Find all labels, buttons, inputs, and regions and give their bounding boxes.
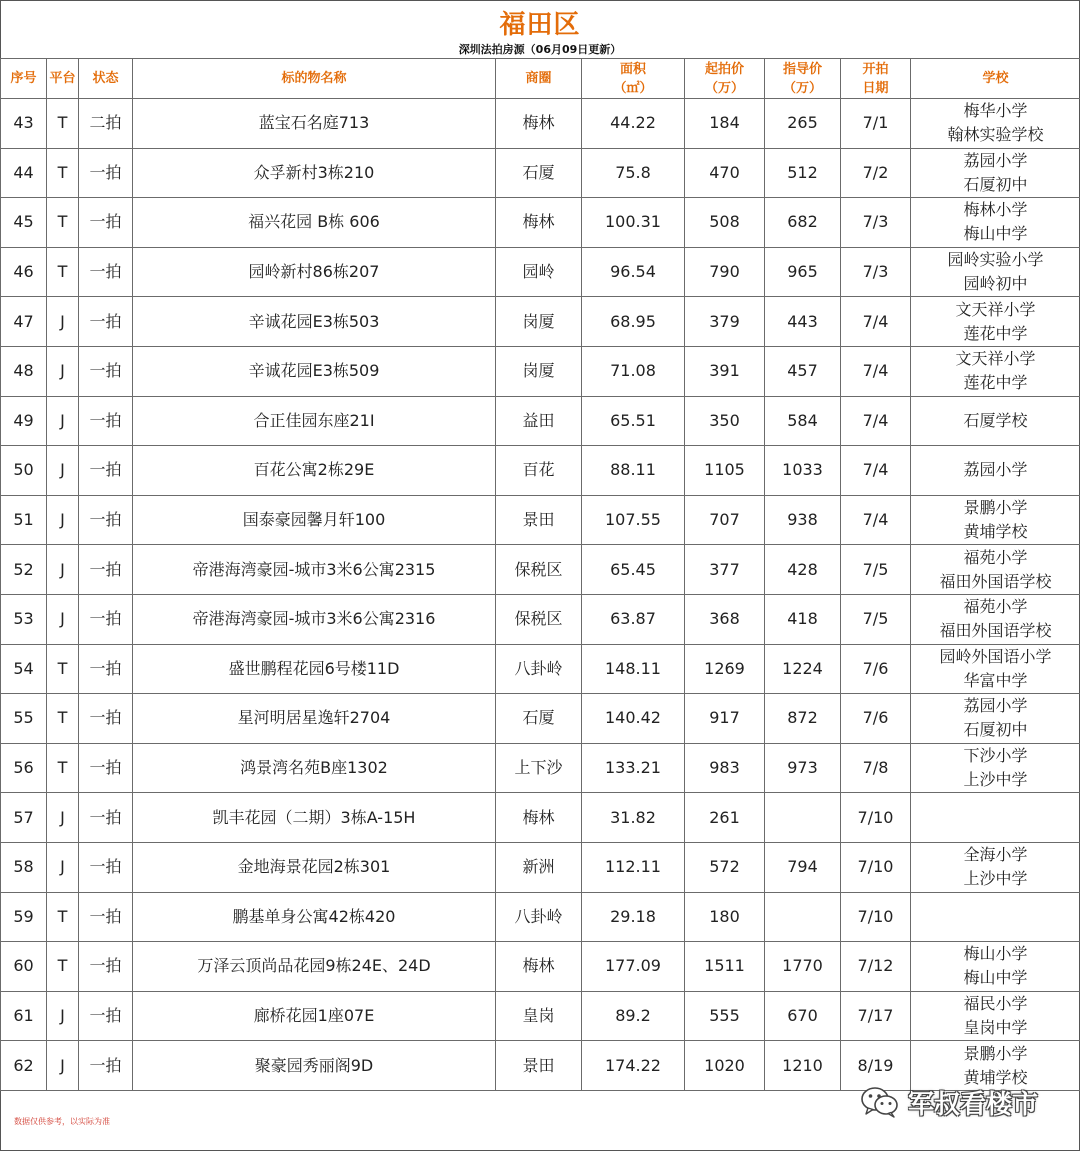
cell-school (911, 644, 1080, 694)
cell-auction-date: 7/4 (841, 446, 911, 496)
cell-property-name: 帝港海湾豪园-城市3米6公寓2315 (133, 545, 496, 595)
cell-start-price: 184 (685, 99, 765, 149)
school-name: 福民小学 (963, 993, 1028, 1013)
cell-auction-date: 7/10 (841, 793, 911, 843)
header-start-price-line1: 起拍价 (704, 61, 744, 77)
cell-district: 保税区 (496, 594, 582, 644)
table-row (1, 396, 1080, 446)
cell-platform: T (47, 198, 79, 248)
cell-school (911, 247, 1080, 297)
cell-status: 一拍 (79, 545, 133, 595)
cell-guide-price: 794 (765, 842, 841, 892)
cell-school (911, 446, 1080, 496)
school-name: 园岭初中 (963, 274, 1028, 294)
cell-guide-price: 872 (765, 694, 841, 744)
cell-school (911, 793, 1080, 843)
cell-platform: T (47, 694, 79, 744)
school-name: 荔园小学 (963, 696, 1028, 716)
cell-guide-price: 965 (765, 247, 841, 297)
table-header-row (1, 59, 1080, 99)
cell-property-name: 聚豪园秀丽阁9D (133, 1041, 496, 1091)
cell-area: 148.11 (582, 644, 685, 694)
cell-platform: J (47, 446, 79, 496)
cell-status: 一拍 (79, 148, 133, 198)
cell-seq: 55 (1, 694, 47, 744)
header-district: 商圈 (496, 59, 582, 99)
cell-platform: J (47, 842, 79, 892)
cell-seq: 57 (1, 793, 47, 843)
school-name: 园岭外国语小学 (939, 646, 1052, 666)
cell-auction-date: 7/8 (841, 743, 911, 793)
header-area-line1: 面积 (619, 61, 646, 77)
cell-area: 65.51 (582, 396, 685, 446)
cell-start-price: 180 (685, 892, 765, 942)
cell-property-name: 辛诚花园E3栋509 (133, 346, 496, 396)
cell-seq: 48 (1, 346, 47, 396)
cell-status: 一拍 (79, 793, 133, 843)
cell-district: 梅林 (496, 942, 582, 992)
cell-area: 65.45 (582, 545, 685, 595)
header-date (841, 59, 911, 99)
cell-start-price: 1020 (685, 1041, 765, 1091)
cell-auction-date: 7/6 (841, 694, 911, 744)
school-name: 莲花中学 (963, 323, 1028, 343)
table-row (1, 148, 1080, 198)
cell-guide-price: 1033 (765, 446, 841, 496)
school-name: 石厦初中 (963, 174, 1028, 194)
cell-district: 石厦 (496, 148, 582, 198)
cell-property-name: 国泰豪园馨月轩100 (133, 495, 496, 545)
cell-seq: 51 (1, 495, 47, 545)
cell-auction-date: 7/2 (841, 148, 911, 198)
cell-seq: 53 (1, 594, 47, 644)
header-date-line2: 日期 (862, 80, 889, 96)
header-status: 状态 (79, 59, 133, 99)
cell-area: 100.31 (582, 198, 685, 248)
school-name: 皇岗中学 (963, 1017, 1028, 1037)
wechat-icon (860, 1085, 900, 1119)
table-row (1, 793, 1080, 843)
school-name: 梅林小学 (963, 200, 1028, 220)
cell-auction-date: 7/5 (841, 594, 911, 644)
cell-school (911, 545, 1080, 595)
cell-district: 岗厦 (496, 297, 582, 347)
cell-status: 二拍 (79, 99, 133, 149)
cell-area: 107.55 (582, 495, 685, 545)
table-row (1, 346, 1080, 396)
table-row (1, 694, 1080, 744)
listing-table (0, 58, 1080, 1091)
cell-start-price: 572 (685, 842, 765, 892)
cell-platform: J (47, 297, 79, 347)
school-name: 荔园小学 (963, 460, 1028, 480)
school-name: 园岭实验小学 (947, 250, 1044, 270)
cell-area: 63.87 (582, 594, 685, 644)
cell-guide-price: 938 (765, 495, 841, 545)
cell-area: 75.8 (582, 148, 685, 198)
cell-platform: J (47, 495, 79, 545)
table-row (1, 942, 1080, 992)
cell-status: 一拍 (79, 594, 133, 644)
cell-school (911, 396, 1080, 446)
table-row (1, 446, 1080, 496)
cell-district: 园岭 (496, 247, 582, 297)
cell-seq: 54 (1, 644, 47, 694)
cell-district: 石厦 (496, 694, 582, 744)
cell-seq: 44 (1, 148, 47, 198)
cell-auction-date: 7/1 (841, 99, 911, 149)
cell-area: 31.82 (582, 793, 685, 843)
cell-auction-date: 7/12 (841, 942, 911, 992)
school-name: 翰林实验学校 (947, 125, 1044, 145)
table-row (1, 198, 1080, 248)
cell-platform: J (47, 396, 79, 446)
cell-district: 上下沙 (496, 743, 582, 793)
cell-start-price: 1269 (685, 644, 765, 694)
cell-property-name: 盛世鹏程花园6号楼11D (133, 644, 496, 694)
cell-guide-price: 973 (765, 743, 841, 793)
table-row (1, 892, 1080, 942)
cell-start-price: 379 (685, 297, 765, 347)
cell-auction-date: 7/3 (841, 247, 911, 297)
school-name: 上沙中学 (963, 869, 1028, 889)
header-school: 学校 (911, 59, 1080, 99)
cell-property-name: 星河明居星逸轩2704 (133, 694, 496, 744)
cell-area: 71.08 (582, 346, 685, 396)
cell-property-name: 凯丰花园（二期）3栋A-15H (133, 793, 496, 843)
cell-auction-date: 7/10 (841, 892, 911, 942)
table-row (1, 644, 1080, 694)
cell-guide-price: 1210 (765, 1041, 841, 1091)
cell-guide-price: 682 (765, 198, 841, 248)
cell-platform: T (47, 247, 79, 297)
cell-district: 百花 (496, 446, 582, 496)
cell-property-name: 鸿景湾名苑B座1302 (133, 743, 496, 793)
cell-school (911, 198, 1080, 248)
school-name: 福田外国语学校 (939, 621, 1052, 641)
cell-school (911, 694, 1080, 744)
cell-area: 140.42 (582, 694, 685, 744)
cell-start-price: 555 (685, 991, 765, 1041)
header-start-price (685, 59, 765, 99)
header-area-line2: （㎡） (613, 80, 653, 96)
cell-platform: T (47, 148, 79, 198)
cell-seq: 50 (1, 446, 47, 496)
cell-area: 44.22 (582, 99, 685, 149)
school-name: 上沙中学 (963, 770, 1028, 790)
cell-property-name: 万泽云顶尚品花园9栋24E、24D (133, 942, 496, 992)
cell-area: 88.11 (582, 446, 685, 496)
school-name: 景鹏小学 (963, 498, 1028, 518)
watermark (860, 1084, 1038, 1120)
cell-status: 一拍 (79, 297, 133, 347)
cell-district: 梅林 (496, 793, 582, 843)
table-row (1, 842, 1080, 892)
cell-start-price: 377 (685, 545, 765, 595)
cell-property-name: 合正佳园东座21I (133, 396, 496, 446)
cell-district: 保税区 (496, 545, 582, 595)
school-name: 梅华小学 (963, 101, 1028, 121)
cell-seq: 61 (1, 991, 47, 1041)
school-name: 石厦学校 (963, 410, 1028, 430)
table-row (1, 297, 1080, 347)
cell-school (911, 743, 1080, 793)
cell-auction-date: 7/5 (841, 545, 911, 595)
header-seq: 序号 (1, 59, 47, 99)
cell-school (911, 346, 1080, 396)
cell-status: 一拍 (79, 892, 133, 942)
school-name: 福苑小学 (963, 547, 1028, 567)
school-name: 下沙小学 (963, 746, 1028, 766)
table-row (1, 545, 1080, 595)
cell-seq: 46 (1, 247, 47, 297)
cell-school (911, 892, 1080, 942)
table-row (1, 594, 1080, 644)
header-platform: 平台 (47, 59, 79, 99)
cell-status: 一拍 (79, 842, 133, 892)
cell-auction-date: 8/19 (841, 1041, 911, 1091)
cell-guide-price: 265 (765, 99, 841, 149)
cell-area: 96.54 (582, 247, 685, 297)
cell-school (911, 942, 1080, 992)
header-guide-price (765, 59, 841, 99)
cell-start-price: 508 (685, 198, 765, 248)
school-name: 华富中学 (963, 670, 1028, 690)
cell-school (911, 297, 1080, 347)
table-row (1, 743, 1080, 793)
cell-guide-price: 1770 (765, 942, 841, 992)
cell-seq: 58 (1, 842, 47, 892)
cell-area: 89.2 (582, 991, 685, 1041)
school-name: 文天祥小学 (955, 299, 1036, 319)
school-name: 黄埔学校 (963, 1067, 1028, 1087)
cell-start-price: 261 (685, 793, 765, 843)
header-guide-price-line1: 指导价 (782, 61, 822, 77)
cell-status: 一拍 (79, 247, 133, 297)
cell-start-price: 1105 (685, 446, 765, 496)
cell-status: 一拍 (79, 446, 133, 496)
cell-start-price: 350 (685, 396, 765, 446)
cell-platform: J (47, 1041, 79, 1091)
cell-guide-price: 443 (765, 297, 841, 347)
cell-platform: T (47, 892, 79, 942)
cell-start-price: 1511 (685, 942, 765, 992)
cell-guide-price: 1224 (765, 644, 841, 694)
table-row (1, 495, 1080, 545)
cell-auction-date: 7/10 (841, 842, 911, 892)
cell-seq: 43 (1, 99, 47, 149)
header-area (582, 59, 685, 99)
school-name: 全海小学 (963, 845, 1028, 865)
school-name: 景鹏小学 (963, 1043, 1028, 1063)
cell-platform: J (47, 991, 79, 1041)
header-name: 标的物名称 (133, 59, 496, 99)
cell-guide-price: 418 (765, 594, 841, 644)
school-name: 梅山中学 (963, 224, 1028, 244)
table-row (1, 991, 1080, 1041)
cell-guide-price (765, 793, 841, 843)
cell-platform: J (47, 594, 79, 644)
cell-area: 133.21 (582, 743, 685, 793)
cell-guide-price: 584 (765, 396, 841, 446)
cell-status: 一拍 (79, 694, 133, 744)
cell-property-name: 帝港海湾豪园-城市3米6公寓2316 (133, 594, 496, 644)
cell-status: 一拍 (79, 1041, 133, 1091)
cell-property-name: 园岭新村86栋207 (133, 247, 496, 297)
cell-property-name: 廊桥花园1座07E (133, 991, 496, 1041)
cell-status: 一拍 (79, 495, 133, 545)
cell-school (911, 148, 1080, 198)
cell-status: 一拍 (79, 346, 133, 396)
cell-district: 景田 (496, 1041, 582, 1091)
school-name: 福田外国语学校 (939, 571, 1052, 591)
cell-guide-price: 670 (765, 991, 841, 1041)
cell-area: 29.18 (582, 892, 685, 942)
cell-district: 八卦岭 (496, 892, 582, 942)
cell-status: 一拍 (79, 644, 133, 694)
cell-guide-price: 512 (765, 148, 841, 198)
cell-property-name: 辛诚花园E3栋503 (133, 297, 496, 347)
school-name: 梅山中学 (963, 968, 1028, 988)
cell-area: 112.11 (582, 842, 685, 892)
cell-auction-date: 7/3 (841, 198, 911, 248)
page-title: 福田区 (499, 10, 581, 40)
cell-auction-date: 7/4 (841, 396, 911, 446)
school-name: 石厦初中 (963, 720, 1028, 740)
cell-district: 梅林 (496, 99, 582, 149)
table-row (1, 247, 1080, 297)
watermark-text: 军叔看楼市 (908, 1089, 1039, 1120)
cell-property-name: 金地海景花园2栋301 (133, 842, 496, 892)
cell-platform: J (47, 793, 79, 843)
cell-district: 岗厦 (496, 346, 582, 396)
cell-property-name: 百花公寓2栋29E (133, 446, 496, 496)
header-guide-price-line2: （万） (782, 80, 822, 96)
school-name: 黄埔学校 (963, 522, 1028, 542)
cell-start-price: 368 (685, 594, 765, 644)
school-name: 荔园小学 (963, 150, 1028, 170)
cell-start-price: 790 (685, 247, 765, 297)
cell-start-price: 707 (685, 495, 765, 545)
cell-school (911, 842, 1080, 892)
school-name: 文天祥小学 (955, 349, 1036, 369)
table-row (1, 99, 1080, 149)
cell-platform: T (47, 942, 79, 992)
cell-platform: T (47, 743, 79, 793)
header-start-price-line2: （万） (704, 80, 744, 96)
cell-district: 新洲 (496, 842, 582, 892)
cell-district: 八卦岭 (496, 644, 582, 694)
cell-status: 一拍 (79, 942, 133, 992)
cell-district: 益田 (496, 396, 582, 446)
cell-start-price: 983 (685, 743, 765, 793)
cell-status: 一拍 (79, 743, 133, 793)
cell-status: 一拍 (79, 991, 133, 1041)
cell-auction-date: 7/4 (841, 346, 911, 396)
cell-seq: 59 (1, 892, 47, 942)
footnote: 数据仅供参考，以实际为准 (14, 1117, 110, 1126)
cell-platform: T (47, 644, 79, 694)
cell-area: 177.09 (582, 942, 685, 992)
cell-district: 皇岗 (496, 991, 582, 1041)
cell-start-price: 391 (685, 346, 765, 396)
cell-property-name: 福兴花园 B栋 606 (133, 198, 496, 248)
cell-auction-date: 7/4 (841, 495, 911, 545)
cell-property-name: 蓝宝石名庭713 (133, 99, 496, 149)
cell-school (911, 991, 1080, 1041)
cell-platform: J (47, 346, 79, 396)
cell-area: 174.22 (582, 1041, 685, 1091)
page-subtitle: 深圳法拍房源（06月09日更新） (458, 43, 622, 56)
cell-property-name: 鹏基单身公寓42栋420 (133, 892, 496, 942)
school-name: 福苑小学 (963, 597, 1028, 617)
cell-school (911, 495, 1080, 545)
cell-property-name: 众孚新村3栋210 (133, 148, 496, 198)
cell-platform: J (47, 545, 79, 595)
cell-status: 一拍 (79, 396, 133, 446)
school-name: 梅山小学 (963, 944, 1028, 964)
cell-guide-price: 428 (765, 545, 841, 595)
cell-seq: 60 (1, 942, 47, 992)
cell-seq: 62 (1, 1041, 47, 1091)
cell-auction-date: 7/17 (841, 991, 911, 1041)
school-name: 莲花中学 (963, 373, 1028, 393)
cell-start-price: 470 (685, 148, 765, 198)
cell-status: 一拍 (79, 198, 133, 248)
cell-start-price: 917 (685, 694, 765, 744)
cell-guide-price: 457 (765, 346, 841, 396)
table-body (1, 99, 1080, 1091)
cell-platform: T (47, 99, 79, 149)
cell-district: 景田 (496, 495, 582, 545)
cell-seq: 56 (1, 743, 47, 793)
cell-seq: 47 (1, 297, 47, 347)
cell-seq: 49 (1, 396, 47, 446)
cell-school (911, 594, 1080, 644)
cell-seq: 45 (1, 198, 47, 248)
cell-guide-price (765, 892, 841, 942)
header-date-line1: 开拍 (862, 61, 889, 77)
cell-area: 68.95 (582, 297, 685, 347)
cell-auction-date: 7/6 (841, 644, 911, 694)
cell-seq: 52 (1, 545, 47, 595)
cell-district: 梅林 (496, 198, 582, 248)
cell-auction-date: 7/4 (841, 297, 911, 347)
cell-school (911, 99, 1080, 149)
